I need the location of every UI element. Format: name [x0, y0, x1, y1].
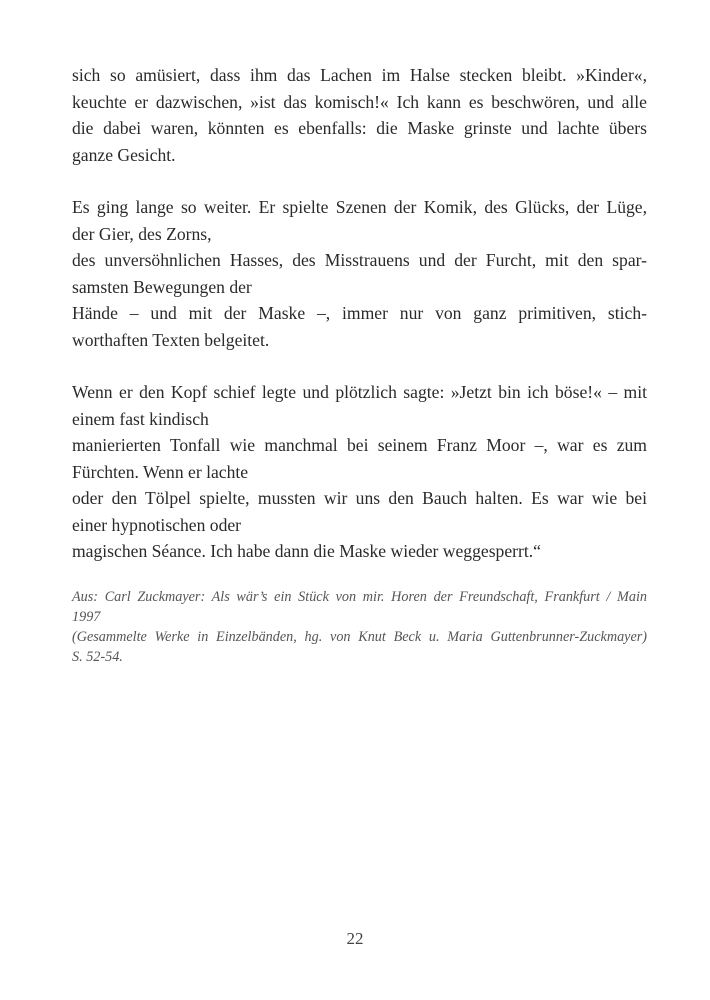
text-line: die dabei waren, könnten es ebenfalls: die Maske grinste und lachte übers — [72, 118, 647, 138]
text-line: ganze Gesicht. — [72, 144, 176, 165]
citation-line: (Gesammelte Werke in Einzelbänden, hg. von Knut Beck u. Maria Guttenbrunner-Zuckmayer) — [72, 628, 647, 645]
text-line: der Gier, des Zorns, — [72, 223, 212, 244]
text-line: Wenn er den Kopf schief legte und plötzlich sagte: »Jetzt bin ich böse!« – mit — [72, 382, 647, 402]
text-line: worthaften Texten belgeitet. — [72, 329, 270, 350]
citation-line: Aus: Carl Zuckmayer: Als wär’s ein Stück von mir. Horen der Freundschaft, Frankfurt / Main — [72, 588, 647, 605]
text-line: keuchte er dazwischen, »ist das komisch!« Ich kann es beschwören, und alle — [72, 91, 647, 112]
page-number: 22 — [346, 929, 364, 948]
text-line: einer hypnotischen oder — [72, 514, 242, 535]
citation-line: S. 52-54. — [72, 649, 123, 666]
text-line: manierierten Tonfall wie manchmal bei seinem Franz Moor –, war es zum — [72, 435, 647, 455]
text-line: Fürchten. Wenn er lachte — [72, 461, 249, 482]
text-line: des unversöhnlichen Hasses, des Misstrauens und der Furcht, mit den spar- — [72, 250, 647, 270]
citation-line: 1997 — [72, 608, 101, 625]
text-line: Hände – und mit der Maske –, immer nur von ganz primitiven, stich- — [72, 303, 647, 323]
document-page — [72, 62, 647, 667]
text-line: magischen Séance. Ich habe dann die Maske wieder weggesperrt.“ — [72, 541, 541, 561]
text-line: sich so amüsiert, dass ihm das Lachen im Halse stecken bleibt. »Kinder«, — [72, 65, 647, 85]
paragraph-1 — [72, 62, 647, 168]
paragraph-3 — [72, 379, 647, 565]
text-line: samsten Bewegungen der — [72, 276, 252, 297]
text-line: oder den Tölpel spielte, mussten wir uns den Bauch halten. Es war wie bei — [72, 488, 647, 508]
text-line: einem fast kindisch — [72, 408, 209, 429]
text-line: Es ging lange so weiter. Er spielte Szenen der Komik, des Glücks, der Lüge, — [72, 197, 647, 217]
source-citation — [72, 587, 647, 668]
paragraph-2 — [72, 194, 647, 353]
